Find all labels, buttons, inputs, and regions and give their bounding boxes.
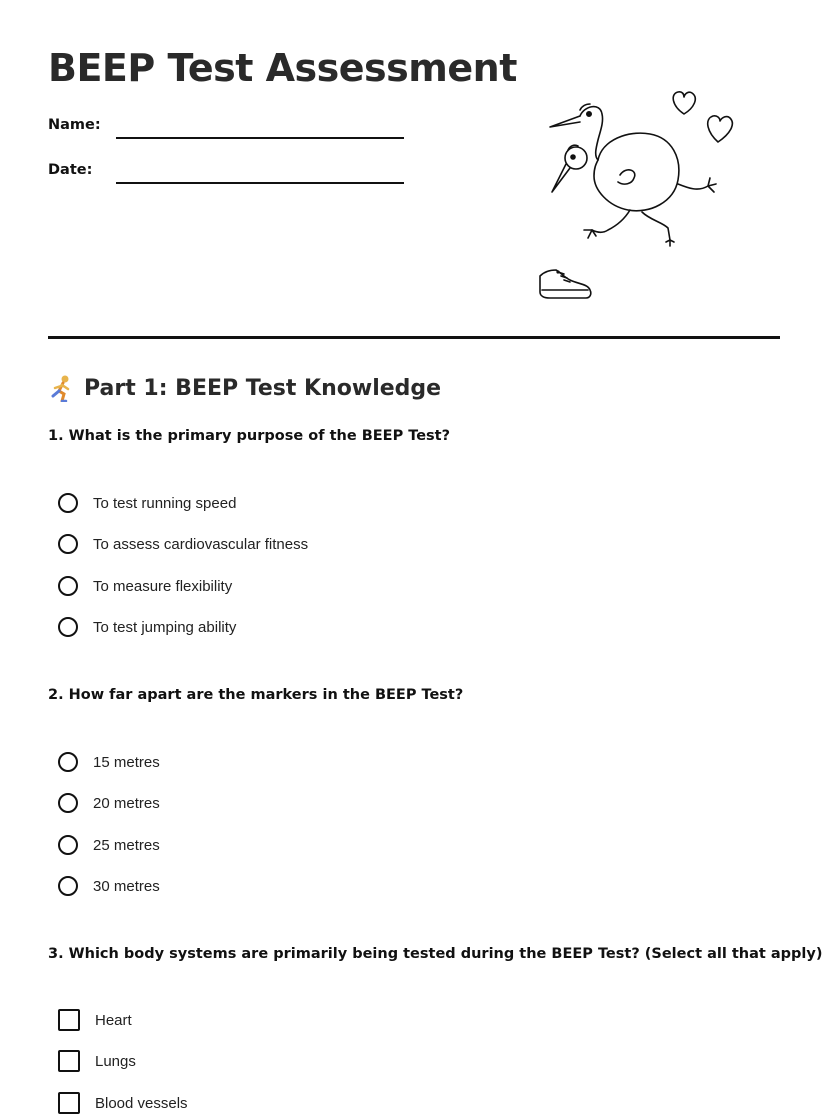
option-label: To assess cardiovascular fitness	[93, 535, 309, 553]
option-label: Heart	[95, 1011, 132, 1029]
radio-button[interactable]	[58, 493, 78, 513]
q1-option-2[interactable]	[58, 532, 308, 556]
q2-option-2[interactable]	[58, 791, 160, 815]
radio-button[interactable]	[58, 835, 78, 855]
option-label: 20 metres	[93, 794, 160, 812]
option-label: To test running speed	[93, 494, 237, 512]
question-2: 2. How far apart are the markers in the BEEP Test?	[48, 687, 464, 703]
name-input-line[interactable]	[116, 137, 404, 139]
option-label: Lungs	[95, 1052, 136, 1070]
radio-button[interactable]	[58, 534, 78, 554]
radio-button[interactable]	[58, 876, 78, 896]
question-1: 1. What is the primary purpose of the BEEP Test?	[48, 428, 451, 444]
option-label: To measure flexibility	[93, 577, 233, 595]
sneaker-icon	[540, 270, 591, 298]
section-heading	[48, 374, 441, 402]
page-title: BEEP Test Assessment	[48, 46, 517, 90]
q2-option-4[interactable]	[58, 874, 160, 898]
radio-button[interactable]	[58, 617, 78, 637]
radio-button[interactable]	[58, 793, 78, 813]
date-label: Date:	[48, 162, 93, 178]
runner-icon	[48, 374, 76, 402]
heart-icon	[673, 92, 695, 114]
checkbox[interactable]	[58, 1009, 80, 1031]
q1-option-1[interactable]	[58, 491, 236, 515]
radio-button[interactable]	[58, 576, 78, 596]
section-title: Part 1: BEEP Test Knowledge	[84, 375, 442, 401]
q3-option-1[interactable]	[58, 1008, 132, 1032]
q3-option-2[interactable]	[58, 1049, 136, 1073]
kiwi-illustration	[520, 80, 770, 310]
option-label: Blood vessels	[95, 1094, 188, 1112]
kiwi-bird-icon	[550, 104, 716, 246]
q3-option-3[interactable]	[58, 1091, 188, 1115]
option-label: To test jumping ability	[93, 618, 237, 636]
date-input-line[interactable]	[116, 182, 404, 184]
section-divider	[48, 336, 780, 339]
question-3: 3. Which body systems are primarily being tested during the BEEP Test? (Select all that apply)	[48, 946, 823, 962]
checkbox[interactable]	[58, 1050, 80, 1072]
heart-icon	[708, 116, 733, 142]
q1-option-3[interactable]	[58, 574, 232, 598]
q1-option-4[interactable]	[58, 615, 236, 639]
option-label: 30 metres	[93, 877, 160, 895]
q2-option-3[interactable]	[58, 833, 160, 857]
q2-option-1[interactable]	[58, 750, 160, 774]
name-label: Name:	[48, 117, 101, 133]
radio-button[interactable]	[58, 752, 78, 772]
option-label: 15 metres	[93, 753, 160, 771]
option-label: 25 metres	[93, 836, 160, 854]
checkbox[interactable]	[58, 1092, 80, 1114]
